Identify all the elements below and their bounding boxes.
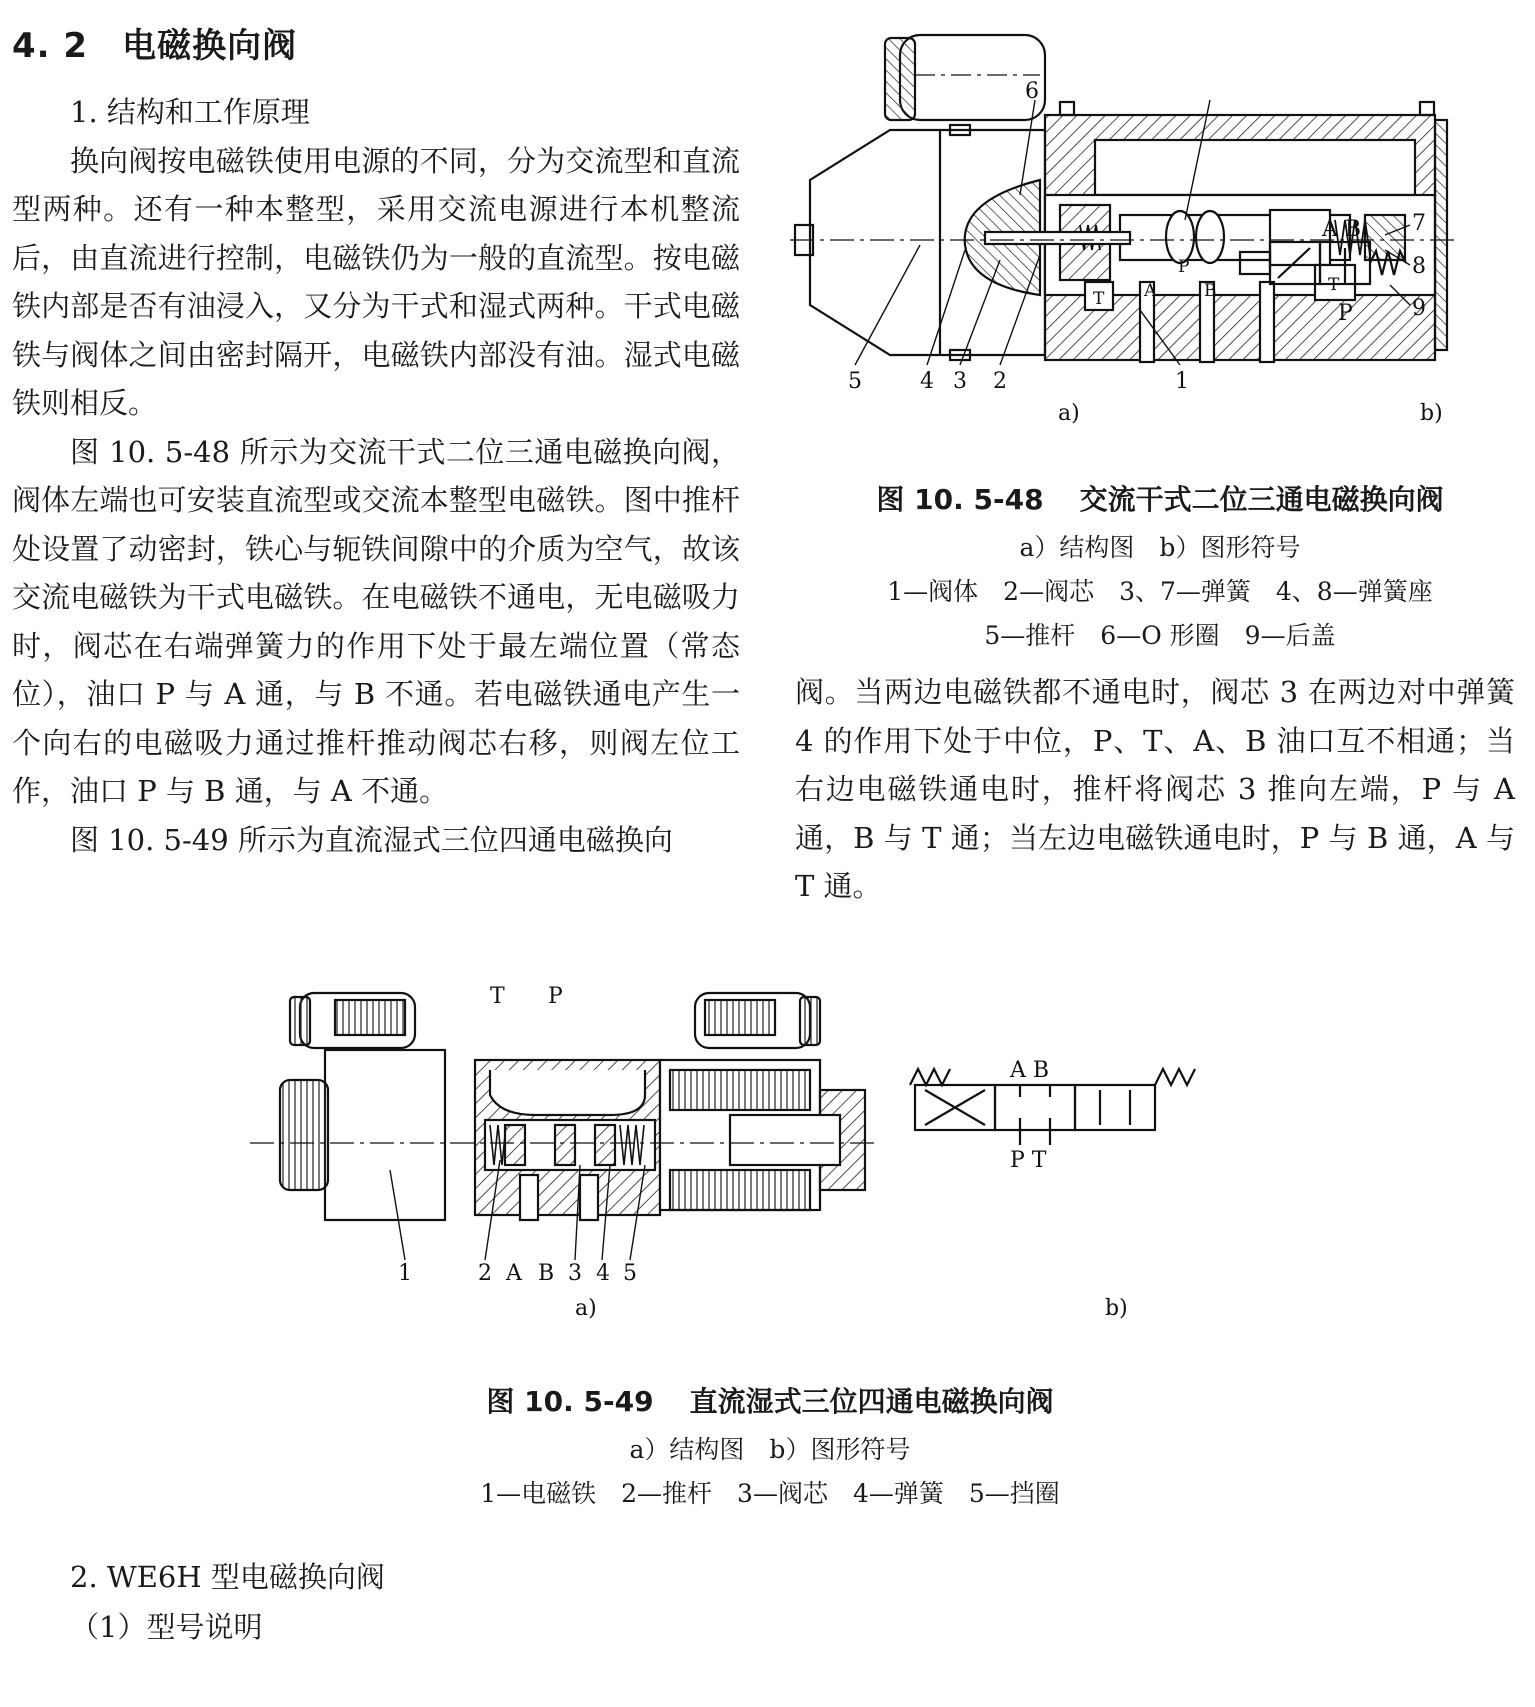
fig48-num-7: 7 [1412,211,1426,236]
fig48-port-b: B [1204,281,1217,301]
fig49-label-p: P [548,984,563,1009]
fig49-symbol [910,1069,1195,1145]
fig48-caption-text: 交流干式二位三通电磁换向阀 [1079,483,1444,516]
fig48-port-t2: T [1328,275,1340,295]
fig48-num-5: 5 [848,369,862,394]
fig48-num-2: 2 [993,369,1007,394]
subheading-model-description: （1）型号说明 [70,1610,263,1644]
fig48-sub-b: b) [1420,401,1443,426]
fig48-caption-number: 图 10. 5-48 [876,483,1044,516]
fig49-caption-title [270,1380,1270,1420]
fig48-num-6: 6 [1025,79,1039,104]
section-number: 4. 2 [12,26,89,66]
fig49-sub-b: b) [1105,1296,1128,1321]
fig48-num-4: 4 [920,369,934,394]
fig48-valve-structure [790,35,1455,365]
fig49-caption-line1: a）结构图 b）图形符号 [629,1435,911,1464]
paragraph-fig49-intro: 图 10. 5-49 所示为直流湿式三位四通电磁换向 [70,822,673,857]
section-title: 电磁换向阀 [122,26,298,66]
fig48-caption-line1: a）结构图 b）图形符号 [1019,533,1301,562]
fig48-sub-a: a) [1058,401,1080,426]
fig48-port-t1: T [1093,289,1105,309]
fig48-caption-line3: 5—推杆 6—O 形圈 9—后盖 [984,621,1336,650]
fig49-label-5: 5 [623,1261,637,1286]
fig49-symbol-ab: A B [1010,1058,1050,1083]
fig49-label-2: 2 [478,1261,492,1286]
fig49-caption-number: 图 10. 5-49 [486,1385,654,1418]
fig48-caption-title [800,478,1520,518]
fig48-caption-line2: 1—阀体 2—阀芯 3、7—弹簧 4、8—弹簧座 [887,577,1433,606]
paragraph-types: 换向阀按电磁铁使用电源的不同，分为交流型和直流型两种。还有一种本整型，采用交流电源进行本机整流后，由直流进行控制，电磁铁仍为一般的直流型。按电磁铁内部是否有油浸入，又分为干式和湿式两种。干式电磁铁与阀体之间由密封隔开，电磁铁内部没有油。湿式电磁铁则相反。 [12,143,740,420]
fig49-label-t: T [490,984,505,1009]
fig49-label-1: 1 [398,1261,412,1286]
fig49-label-4: 4 [596,1261,610,1286]
subheading-we6h: 2. WE6H 型电磁换向阀 [70,1560,385,1594]
fig49-symbol-pt: P T [1010,1148,1047,1173]
fig48-num-1: 1 [1175,369,1189,394]
fig49-caption-line2: 1—电磁铁 2—推杆 3—阀芯 4—弹簧 5—挡圈 [480,1479,1060,1508]
fig48-drawing [790,20,1520,450]
fig49-caption-text: 直流湿式三位四通电磁换向阀 [689,1385,1054,1418]
fig49-valve-structure [250,993,880,1260]
left-text-column [12,88,740,864]
right-text-column [795,668,1515,911]
fig48-port-p: P [1178,257,1190,277]
fig49-drawing [250,975,1250,1335]
fig49-label-a: A [506,1261,522,1286]
fig48-num-8: 8 [1412,254,1426,279]
fig48-symbol-ab: A B [1322,217,1362,242]
subheading-structure: 1. 结构和工作原理 [70,95,310,129]
paragraph-fig49-operation: 阀。当两边电磁铁都不通电时，阀芯 3 在两边对中弹簧 4 的作用下处于中位，P、T、A、B 油口互不相通；当右边电磁铁通电时，推杆将阀芯 3 推向左端，P 与 A 通，B 与 T 通；当左边电磁铁通电时，P 与 B 通，A 与 T 通。 [795,675,1515,903]
section-heading [12,18,297,67]
paragraph-fig48-description: 图 10. 5-48 所示为交流干式二位三通电磁换向阀，阀体左端也可安装直流型或交流本整型电磁铁。图中推杆处设置了动密封，铁心与轭铁间隙中的介质为空气，故该交流电磁铁为干式电磁铁。在电磁铁不通电，无电磁吸力时，阀芯在右端弹簧力的作用下处于最左端位置（常态位），油口 P 与 A 通，与 B 不通。若电磁铁通电产生一个向右的电磁吸力通过推杆推动阀芯右移，则阀左位工作，油口 P 与 B 通，与 A 不通。 [12,434,740,808]
fig49-label-3: 3 [568,1261,582,1286]
fig48-num-3: 3 [953,369,967,394]
fig48-symbol-p: P [1338,301,1353,326]
fig48-num-9: 9 [1412,296,1426,321]
fig48-port-a: A [1144,281,1157,301]
fig49-label-b: B [538,1261,555,1286]
fig49-sub-a: a) [575,1296,597,1321]
